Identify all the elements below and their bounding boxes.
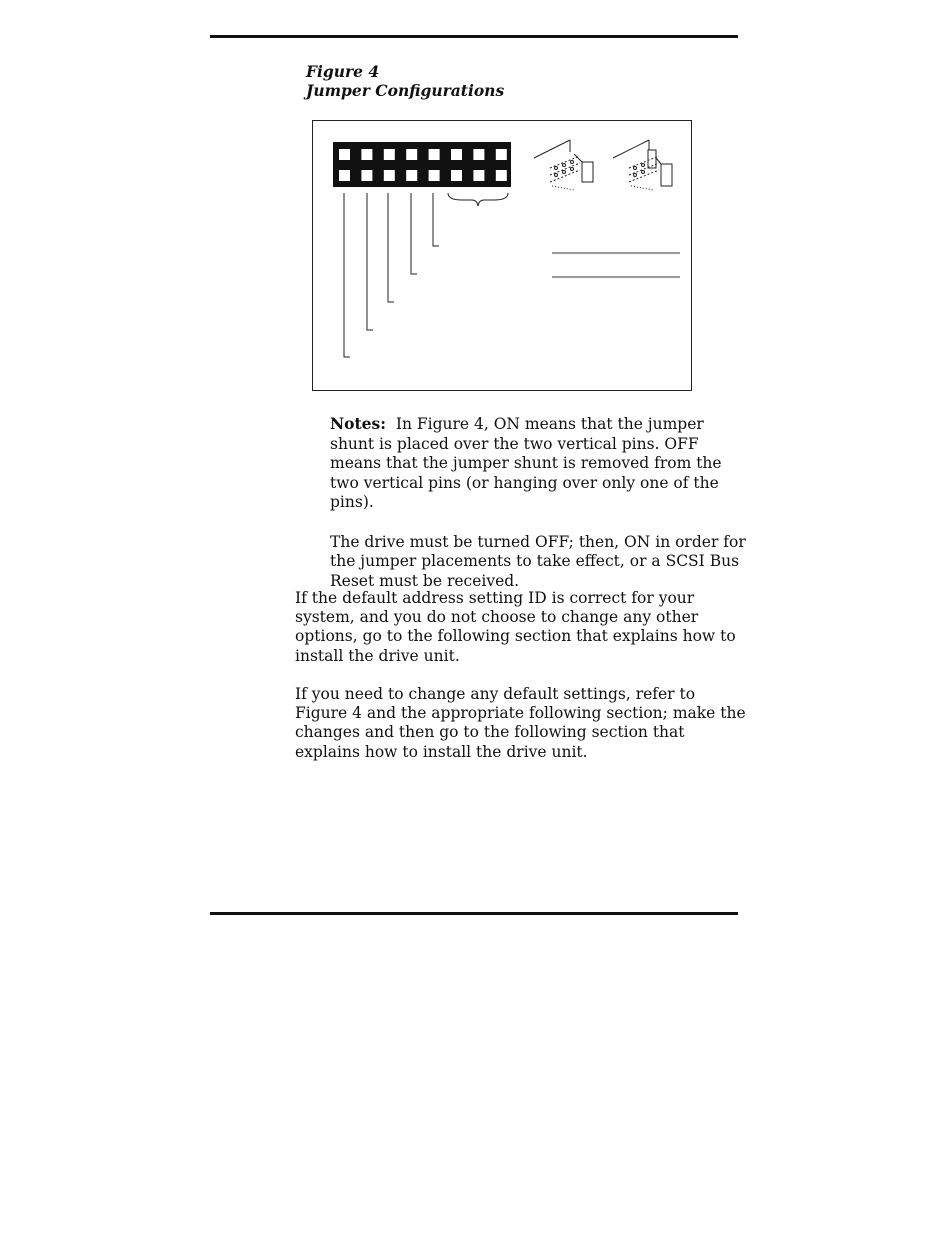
top-rule <box>210 35 738 38</box>
jumper-pin <box>473 170 484 181</box>
jumper-pin <box>361 149 372 160</box>
notes-section <box>330 414 750 611</box>
jumper-pin <box>406 170 417 181</box>
notes-paragraph-1-text: In Figure 4, ON means that the jumper shunt is placed over the two vertical pins. OFF means that the jumper shunt is removed from the two vertical pins (or hanging over only one of the pins). <box>330 415 722 512</box>
notes-paragraph-2: The drive must be turned OFF; then, ON in order for the jumper placements to take effect, or a SCSI Bus Reset must be received. <box>330 532 746 590</box>
leader-line <box>411 193 417 274</box>
jumper-pin <box>339 149 350 160</box>
leader-line <box>344 193 350 357</box>
leader-lines <box>344 193 439 357</box>
body-paragraph-2: If you need to change any default settings, refer to Figure 4 and the appropriate following section; make the changes and then go to the following section that explains how to install the drive unit. <box>295 685 746 761</box>
notes-heading: Notes: <box>330 414 386 433</box>
figure-title: Jumper Configurations <box>306 81 505 100</box>
figure-label: Figure 4 <box>306 62 380 81</box>
jumper-pin <box>384 170 395 181</box>
jumper-pin <box>496 170 507 181</box>
figure-caption <box>306 62 504 100</box>
jumper-on-illustration <box>613 140 672 190</box>
jumper-pin <box>473 149 484 160</box>
leader-line <box>367 193 373 330</box>
jumper-pin <box>429 149 440 160</box>
jumper-pin <box>451 170 462 181</box>
body-text <box>295 589 750 781</box>
jumper-diagram <box>312 120 692 391</box>
jumper-pin <box>451 149 462 160</box>
bottom-rule <box>210 912 738 915</box>
jumper-pin <box>384 149 395 160</box>
jumper-pin <box>361 170 372 181</box>
leader-line <box>388 193 394 302</box>
pin-group-brace <box>448 193 508 206</box>
body-paragraph-1: If the default address setting ID is correct for your system, and you do not choose to change any other options, go to the following section that explains how to install the drive unit. <box>295 589 736 665</box>
jumper-pin <box>496 149 507 160</box>
jumper-pin <box>429 170 440 181</box>
leader-line <box>433 193 439 246</box>
jumper-off-illustration <box>534 140 593 190</box>
notes-paragraph-1 <box>330 414 750 513</box>
jumper-pin <box>339 170 350 181</box>
jumper-pin <box>406 149 417 160</box>
